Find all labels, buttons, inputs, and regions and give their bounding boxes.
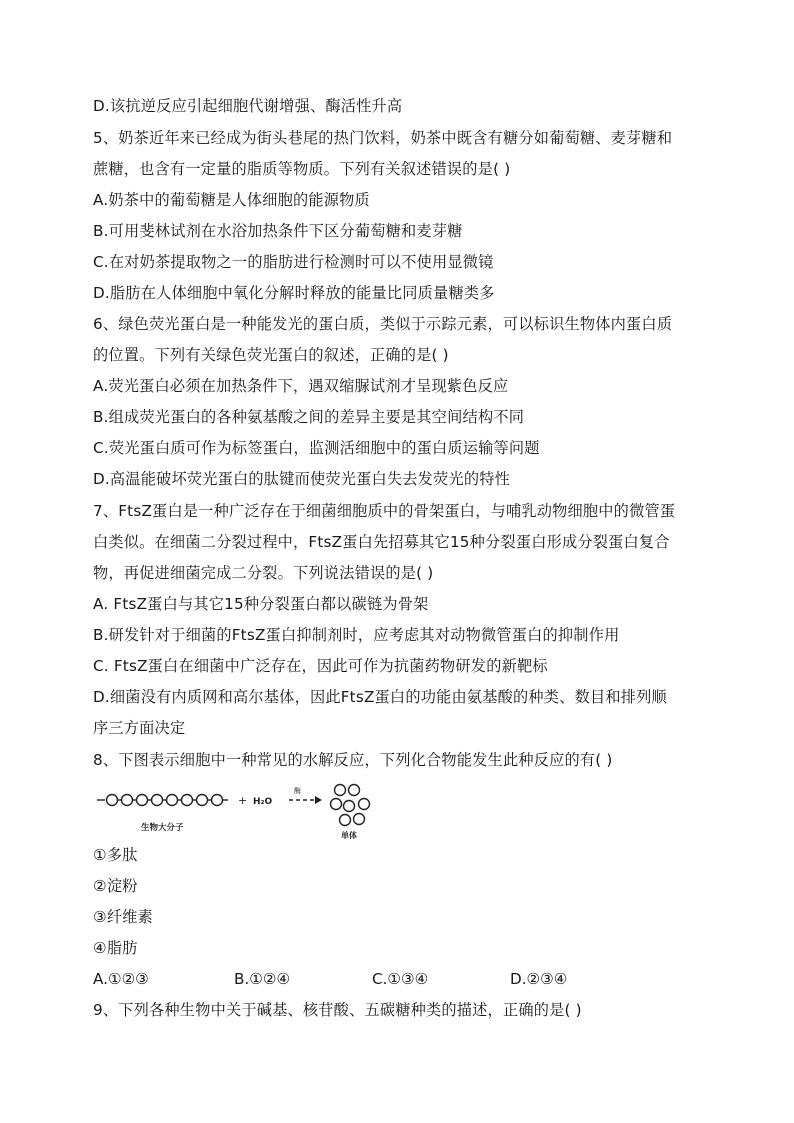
q6-option-a: A.荧光蛋白必须在加热条件下，遇双缩脲试剂才呈现紫色反应	[93, 377, 509, 395]
q9-stem: 9、下列各种生物中关于碱基、核苷酸、五碳糖种类的描述，正确的是( )	[93, 1001, 582, 1019]
monomer-circle	[182, 795, 193, 806]
free-monomer	[354, 814, 365, 825]
q7-option-d-line-1: D.细菌没有内质网和高尔基体，因此FtsZ蛋白的功能由氨基酸的种类、数目和排列顺	[93, 688, 667, 706]
q6-stem-line-1: 6、绿色荧光蛋白是一种能发光的蛋白质，类似于示踪元素，可以标识生物体内蛋白质	[93, 315, 673, 333]
free-monomer	[349, 785, 360, 796]
q7-stem-line-1: 7、FtsZ蛋白是一种广泛存在于细菌细胞质中的骨架蛋白，与哺乳动物细胞中的微管蛋	[93, 502, 676, 520]
enzyme-label: 酶	[294, 787, 301, 795]
free-monomer	[340, 815, 351, 826]
q8-item-2: ②淀粉	[93, 877, 138, 895]
q4-option-d: D.该抗逆反应引起细胞代谢增强、酶活性升高	[93, 97, 403, 115]
q6-option-b: B.组成荧光蛋白的各种氨基酸之间的差异主要是其空间结构不同	[93, 408, 525, 426]
q6-stem-line-2: 的位置。下列有关绿色荧光蛋白的叙述，正确的是( )	[93, 346, 449, 364]
monomer-circle	[212, 795, 223, 806]
free-monomer	[335, 785, 346, 796]
free-monomer	[331, 799, 342, 810]
q8-option-c: C.①③④	[372, 970, 429, 988]
arrow-head	[315, 796, 322, 804]
q5-option-a: A.奶茶中的葡萄糖是人体细胞的能源物质	[93, 191, 370, 209]
macromolecule-label: 生物大分子	[141, 823, 184, 833]
free-monomer	[359, 799, 370, 810]
q6-option-d: D.高温能破坏荧光蛋白的肽键而使荧光蛋白失去发荧光的特性	[93, 470, 510, 488]
q5-option-d: D.脂肪在人体细胞中氧化分解时释放的能量比同质量糖类多	[93, 284, 495, 302]
q5-option-b: B.可用斐林试剂在水浴加热条件下区分葡萄糖和麦芽糖	[93, 222, 463, 240]
q8-item-3: ③纤维素	[93, 908, 153, 926]
free-monomer	[344, 801, 355, 812]
q7-option-b: B.研发针对于细菌的FtsZ蛋白抑制剂时，应考虑其对动物微管蛋白的抑制作用	[93, 626, 620, 644]
water-formula: H₂O	[253, 797, 273, 807]
q8-option-b: B.①②④	[234, 970, 291, 988]
plus-sign: +	[238, 794, 248, 807]
q7-option-d-line-2: 序三方面决定	[93, 719, 186, 737]
monomer-circle	[152, 795, 163, 806]
q5-option-c: C.在对奶茶提取物之一的脂肪进行检测时可以不使用显微镜	[93, 253, 494, 271]
q7-stem-line-3: 物，再促进细菌完成二分裂。下列说法错误的是( )	[93, 564, 434, 582]
q6-option-c: C.荧光蛋白质可作为标签蛋白，监测活细胞中的蛋白质运输等问题	[93, 439, 540, 457]
q8-item-1: ①多肽	[93, 846, 138, 864]
hydrolysis-diagram	[93, 783, 393, 843]
monomer-circle	[122, 795, 133, 806]
monomer-circle	[107, 795, 118, 806]
q5-stem-line-1: 5、奶茶近年来已经成为街头巷尾的热门饮料，奶茶中既含有糖分如葡萄糖、麦芽糖和	[93, 129, 673, 147]
q8-stem: 8、下图表示细胞中一种常见的水解反应，下列化合物能发生此种反应的有( )	[93, 751, 613, 769]
q8-option-a: A.①②③	[93, 970, 149, 988]
monomer-circle	[197, 795, 208, 806]
q8-item-4: ④脂肪	[93, 939, 138, 957]
q7-option-c: C. FtsZ蛋白在细菌中广泛存在，因此可作为抗菌药物研发的新靶标	[93, 657, 548, 675]
q7-option-a: A. FtsZ蛋白与其它15种分裂蛋白都以碳链为骨架	[93, 595, 429, 613]
monomer-circle	[167, 795, 178, 806]
q8-option-d: D.②③④	[510, 970, 568, 988]
monomer-circle	[137, 795, 148, 806]
monomer-label: 单体	[341, 831, 357, 840]
q5-stem-line-2: 蔗糖，也含有一定量的脂质等物质。下列有关叙述错误的是( )	[93, 160, 511, 178]
q7-stem-line-2: 白类似。在细菌二分裂过程中，FtsZ蛋白先招募其它15种分裂蛋白形成分裂蛋白复合	[93, 533, 670, 551]
